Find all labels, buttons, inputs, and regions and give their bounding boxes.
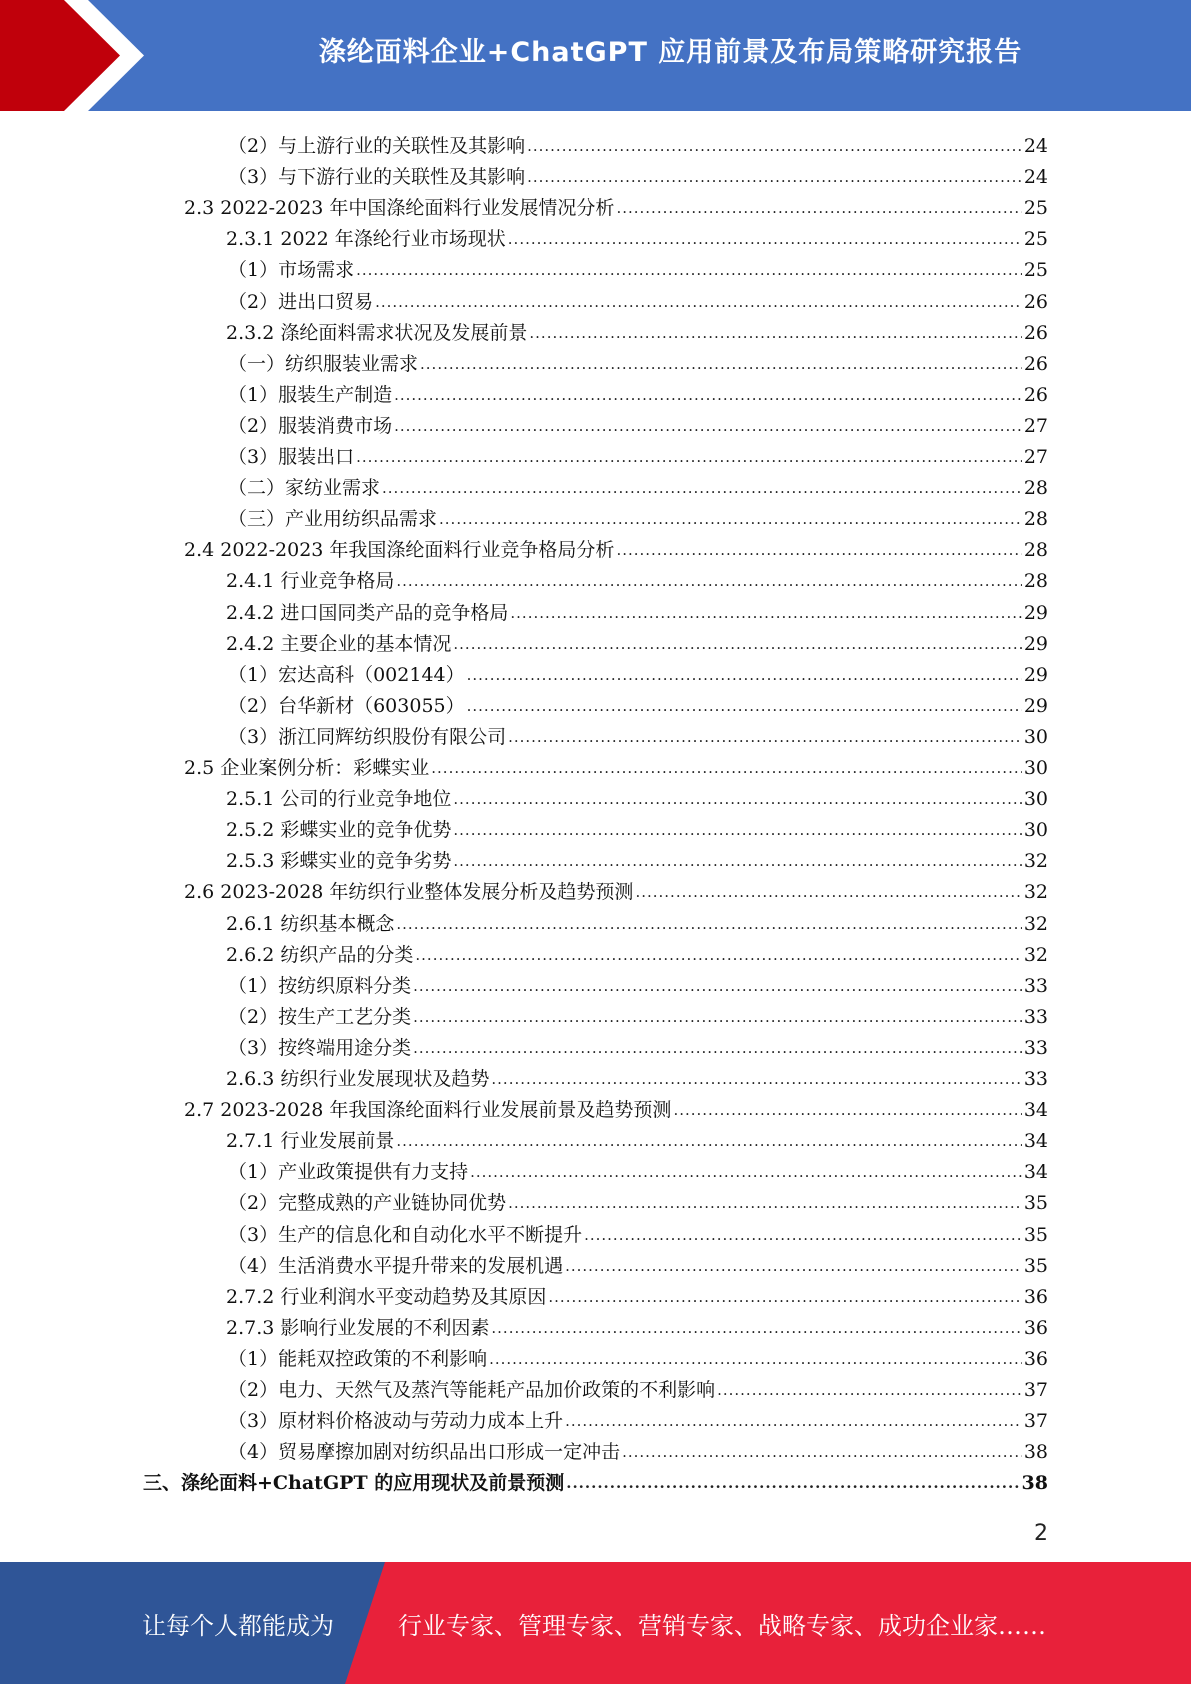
- toc-dot-leader: [565, 1409, 1022, 1433]
- toc-entry-title: 2.4.2 主要企业的基本情况: [226, 632, 452, 655]
- toc-entry-page: 36: [1023, 1347, 1048, 1370]
- toc-dot-leader: [673, 1098, 1021, 1122]
- toc-entry-title: （1）服装生产制造: [228, 383, 393, 406]
- toc-entry-title: 2.3.2 涤纶面料需求状况及发展前景: [226, 321, 528, 344]
- toc-entry-page: 26: [1023, 290, 1048, 313]
- toc-dot-leader: [356, 445, 1022, 469]
- toc-entry-title: （1）按纺织原料分类: [228, 974, 412, 997]
- toc-entry-title: （4）生活消费水平提升带来的发展机遇: [228, 1254, 564, 1277]
- toc-entry-title: 2.6 2023-2028 年纺织行业整体发展分析及趋势预测: [184, 881, 634, 904]
- toc-dot-leader: [529, 321, 1021, 345]
- header-arrow-graphic: [0, 0, 160, 111]
- toc-entry[interactable]: [226, 595, 1048, 625]
- toc-entry-page: 34: [1023, 1161, 1048, 1184]
- toc-entry[interactable]: [228, 1434, 1048, 1464]
- toc-dot-leader: [508, 1191, 1022, 1215]
- toc-entry[interactable]: [226, 315, 1048, 345]
- toc-entry[interactable]: [184, 874, 1048, 904]
- toc-entry[interactable]: [228, 439, 1048, 469]
- toc-entry-title: 三、涤纶面料+ChatGPT 的应用现状及前景预测: [143, 1472, 565, 1495]
- toc-dot-leader: [413, 974, 1022, 998]
- toc-entry-page: 32: [1023, 850, 1048, 873]
- toc-entry[interactable]: [228, 470, 1048, 500]
- toc-entry[interactable]: [228, 501, 1048, 531]
- toc-entry[interactable]: [226, 843, 1048, 873]
- toc-entry-page: 30: [1023, 757, 1048, 779]
- toc-dot-leader: [491, 1316, 1021, 1340]
- toc-dot-leader: [415, 943, 1021, 967]
- toc-entry-title: 2.6.3 纺织行业发展现状及趋势: [226, 1068, 490, 1090]
- toc-entry[interactable]: [226, 906, 1048, 936]
- toc-dot-leader: [453, 632, 1021, 656]
- toc-entry-title: （2）台华新材（603055）: [228, 694, 465, 717]
- toc-entry[interactable]: [228, 688, 1048, 718]
- toc-entry-title: 2.7.2 行业利润水平变动趋势及其原因: [226, 1285, 547, 1308]
- toc-dot-leader: [431, 756, 1022, 780]
- toc-dot-leader: [413, 1036, 1022, 1060]
- toc-entry[interactable]: [226, 626, 1048, 656]
- toc-entry[interactable]: [228, 999, 1048, 1029]
- toc-entry-title: （4）贸易摩擦加剧对纺织品出口形成一定冲击: [228, 1441, 621, 1464]
- toc-dot-leader: [508, 725, 1022, 749]
- toc-dot-leader: [453, 787, 1021, 811]
- toc-dot-leader: [420, 352, 1022, 376]
- toc-entry[interactable]: [226, 1310, 1048, 1340]
- toc-entry-page: 24: [1023, 166, 1048, 189]
- toc-entry-title: （1）能耗双控政策的不利影响: [228, 1347, 488, 1370]
- toc-entry-title: 2.4.1 行业竞争格局: [226, 570, 395, 593]
- toc-dot-leader: [548, 1285, 1021, 1309]
- toc-entry-title: （2）电力、天然气及蒸汽等能耗产品加价政策的不利影响: [228, 1379, 716, 1401]
- toc-entry-page: 33: [1023, 1068, 1048, 1090]
- toc-entry-page: 32: [1023, 943, 1048, 966]
- toc-entry-page: 35: [1023, 1192, 1048, 1215]
- toc-entry-page: 34: [1023, 1099, 1048, 1122]
- toc-entry-title: 2.3 2022-2023 年中国涤纶面料行业发展情况分析: [184, 197, 615, 220]
- toc-entry-title: 2.6.2 纺织产品的分类: [226, 943, 414, 966]
- toc-entry-title: （三）产业用纺织品需求: [228, 508, 438, 531]
- toc-dot-leader: [439, 507, 1022, 531]
- toc-entry-page: 33: [1023, 1036, 1048, 1059]
- toc-dot-leader: [508, 227, 1022, 251]
- toc-entry-page: 28: [1023, 508, 1048, 531]
- toc-entry-title: 2.7 2023-2028 年我国涤纶面料行业发展前景及趋势预测: [184, 1099, 672, 1122]
- toc-entry-title: （3）生产的信息化和自动化水平不断提升: [228, 1223, 583, 1246]
- toc-dot-leader: [616, 538, 1021, 562]
- toc-dot-leader: [394, 414, 1022, 438]
- toc-entry-page: 32: [1023, 881, 1048, 904]
- toc-entry-title: 2.4 2022-2023 年我国涤纶面料行业竞争格局分析: [184, 539, 615, 562]
- toc-entry-title: 2.7.3 影响行业发展的不利因素: [226, 1316, 490, 1339]
- toc-dot-leader: [717, 1378, 1022, 1402]
- toc-entry[interactable]: [228, 159, 1048, 189]
- toc-dot-leader: [396, 1129, 1021, 1153]
- toc-entry-title: （3）服装出口: [228, 446, 355, 468]
- toc-entry[interactable]: [228, 1403, 1048, 1433]
- toc-entry-title: 2.6.1 纺织基本概念: [226, 912, 395, 935]
- toc-dot-leader: [375, 290, 1022, 314]
- toc-entry-title: （1）产业政策提供有力支持: [228, 1161, 469, 1184]
- footer-slogan-left: 让每个人都能成为: [142, 1612, 334, 1640]
- toc-entry-title: 2.7.1 行业发展前景: [226, 1130, 395, 1153]
- toc-entry[interactable]: [228, 657, 1048, 687]
- toc-dot-leader: [616, 196, 1021, 220]
- toc-entry[interactable]: [228, 1217, 1048, 1247]
- toc-dot-leader: [566, 1471, 1019, 1495]
- toc-entry-page: 37: [1023, 1410, 1048, 1433]
- toc-entry-page: 29: [1023, 601, 1048, 624]
- toc-entry[interactable]: [226, 563, 1048, 593]
- toc-entry-title: 2.5.3 彩蝶实业的竞争劣势: [226, 850, 452, 873]
- toc-dot-leader: [467, 694, 1022, 718]
- toc-dot-leader: [489, 1347, 1022, 1371]
- toc-dot-leader: [394, 383, 1022, 407]
- toc-entry-page: 26: [1023, 383, 1048, 406]
- toc-entry-page: 29: [1023, 632, 1048, 655]
- toc-entry[interactable]: [228, 1154, 1048, 1184]
- toc-entry-page: 25: [1023, 197, 1048, 220]
- toc-entry-title: （2）完整成熟的产业链协同优势: [228, 1192, 507, 1215]
- toc-entry-page: 24: [1023, 135, 1048, 157]
- toc-entry[interactable]: [184, 750, 1048, 780]
- toc-entry[interactable]: [228, 719, 1048, 749]
- toc-entry[interactable]: [228, 968, 1048, 998]
- toc-entry-page: 38: [1021, 1472, 1048, 1495]
- toc-entry[interactable]: [226, 1061, 1048, 1091]
- toc-entry-title: （1）宏达高科（002144）: [228, 663, 465, 686]
- toc-entry-page: 30: [1023, 788, 1048, 811]
- toc-entry-title: （2）进出口贸易: [228, 290, 374, 313]
- toc-dot-leader: [491, 1067, 1021, 1091]
- toc-entry-page: 25: [1023, 228, 1048, 251]
- toc-entry-title: （1）市场需求: [228, 259, 355, 282]
- toc-entry-page: 25: [1023, 259, 1048, 282]
- toc-entry-page: 28: [1023, 570, 1048, 593]
- toc-entry[interactable]: [228, 128, 1048, 158]
- toc-entry[interactable]: [228, 1185, 1048, 1215]
- toc-entry-title: （一）纺织服装业需求: [228, 352, 419, 375]
- toc-entry-page: 33: [1023, 974, 1048, 997]
- toc-dot-leader: [470, 1160, 1022, 1184]
- toc-entry[interactable]: [228, 1248, 1048, 1278]
- toc-entry[interactable]: [228, 346, 1048, 376]
- toc-entry-page: 30: [1023, 725, 1048, 748]
- toc-entry[interactable]: [228, 377, 1048, 407]
- toc-entry-page: 26: [1023, 352, 1048, 375]
- toc-entry-title: 2.5.1 公司的行业竞争地位: [226, 788, 452, 811]
- toc-entry-page: 38: [1023, 1441, 1048, 1464]
- toc-entry-title: （2）服装消费市场: [228, 414, 393, 437]
- toc-entry-title: （3）与下游行业的关联性及其影响: [228, 166, 526, 189]
- toc-entry-title: 2.5.2 彩蝶实业的竞争优势: [226, 819, 452, 842]
- page-footer: [0, 1562, 1191, 1684]
- footer-slogan-right: 行业专家、管理专家、营销专家、战略专家、成功企业家……: [398, 1612, 1046, 1640]
- page-header: [0, 0, 1191, 111]
- toc-entry-page: 36: [1023, 1316, 1048, 1339]
- toc-entry-title: （3）按终端用途分类: [228, 1036, 412, 1059]
- toc-entry[interactable]: [226, 812, 1048, 842]
- toc-entry-title: 2.4.2 进口国同类产品的竞争格局: [226, 601, 509, 624]
- toc-dot-leader: [467, 663, 1022, 687]
- toc-entry[interactable]: [184, 190, 1048, 220]
- toc-entry-page: 27: [1023, 414, 1048, 437]
- toc-entry-page: 32: [1023, 912, 1048, 935]
- toc-entry[interactable]: [143, 1465, 1048, 1495]
- toc-entry-page: 29: [1023, 694, 1048, 717]
- toc-entry-page: 27: [1023, 446, 1048, 468]
- toc-dot-leader: [622, 1440, 1022, 1464]
- toc-entry[interactable]: [226, 781, 1048, 811]
- toc-entry[interactable]: [228, 1372, 1048, 1402]
- toc-dot-leader: [382, 476, 1022, 500]
- toc-dot-leader: [527, 165, 1022, 189]
- toc-dot-leader: [356, 258, 1022, 282]
- toc-entry-title: 2.5 企业案例分析：彩蝶实业: [184, 757, 430, 779]
- toc-entry-title: （3）浙江同辉纺织股份有限公司: [228, 725, 507, 748]
- toc-entry-page: 37: [1023, 1379, 1048, 1401]
- toc-entry[interactable]: [184, 1092, 1048, 1122]
- toc-entry-title: （二）家纺业需求: [228, 477, 381, 500]
- page-number: 2: [1034, 1521, 1048, 1546]
- toc-entry[interactable]: [228, 284, 1048, 314]
- toc-entry[interactable]: [184, 532, 1048, 562]
- toc-entry[interactable]: [226, 1279, 1048, 1309]
- toc-entry-page: 26: [1023, 321, 1048, 344]
- toc-entry-title: （2）与上游行业的关联性及其影响: [228, 135, 526, 157]
- toc-entry[interactable]: [228, 1030, 1048, 1060]
- toc-dot-leader: [396, 569, 1021, 593]
- toc-dot-leader: [584, 1223, 1022, 1247]
- toc-dot-leader: [527, 134, 1022, 158]
- report-title: 涤纶面料企业+ChatGPT 应用前景及布局策略研究报告: [318, 37, 1023, 68]
- toc-dot-leader: [413, 1005, 1022, 1029]
- toc-dot-leader: [565, 1254, 1022, 1278]
- toc-entry-page: 29: [1023, 663, 1048, 686]
- toc-entry-page: 33: [1023, 1005, 1048, 1028]
- toc-entry-page: 35: [1023, 1254, 1048, 1277]
- toc-entry-title: （2）按生产工艺分类: [228, 1005, 412, 1028]
- toc-entry-page: 28: [1023, 539, 1048, 562]
- toc-entry[interactable]: [228, 252, 1048, 282]
- toc-entry-page: 30: [1023, 819, 1048, 842]
- toc-dot-leader: [453, 849, 1021, 873]
- toc-dot-leader: [453, 818, 1021, 842]
- toc-entry[interactable]: [226, 937, 1048, 967]
- toc-dot-leader: [396, 912, 1021, 936]
- toc-entry-title: 2.3.1 2022 年涤纶行业市场现状: [226, 228, 506, 251]
- toc-entry[interactable]: [226, 1123, 1048, 1153]
- toc-dot-leader: [510, 601, 1021, 625]
- toc-entry-page: 28: [1023, 477, 1048, 500]
- toc-entry-page: 34: [1023, 1130, 1048, 1153]
- toc-dot-leader: [635, 880, 1021, 904]
- toc-entry[interactable]: [228, 408, 1048, 438]
- toc-entry[interactable]: [228, 1341, 1048, 1371]
- toc-entry-page: 35: [1023, 1223, 1048, 1246]
- toc-entry-page: 36: [1023, 1285, 1048, 1308]
- toc-entry-title: （3）原材料价格波动与劳动力成本上升: [228, 1410, 564, 1433]
- toc-entry[interactable]: [226, 221, 1048, 251]
